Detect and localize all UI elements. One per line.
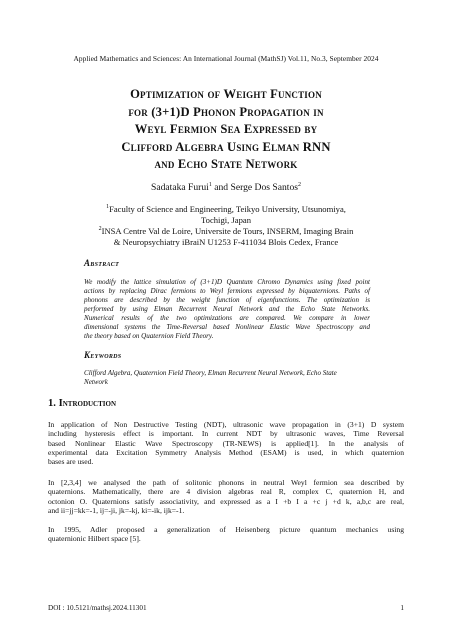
- paragraph-line: experimental data Excitation Symmetry Analysis Method (ESAM) is used, in which quaternion: [48, 447, 404, 457]
- section-heading-introduction: 1. Introduction: [48, 398, 116, 409]
- affiliation-marker: 2: [298, 181, 301, 188]
- paragraph-line: quaternions. Mathematically, there are 4 division algebras real R, complex C, quaternion H, and: [48, 487, 404, 497]
- abstract-line: dimensional systems the Time-Reversal based Nonlinear Elastic Wave Spectroscopy and: [84, 323, 370, 332]
- keywords-line: Clifford Algebra, Quaternion Field Theory, Elman Recurrent Neural Network, Echo State: [84, 369, 337, 377]
- paragraph-line: bases are used.: [48, 457, 94, 467]
- title-line: for (3+1)D Phonon Propagation in: [128, 104, 324, 119]
- abstract-body: [84, 278, 370, 341]
- title-line: Clifford Algebra Using Elman RNN: [121, 139, 331, 154]
- affiliation-line: Faculty of Science and Engineering, Teikyo University, Utsunomiya,: [109, 204, 346, 214]
- paragraph-line: including hysteresis effect is important. In current NDT by ultrasonic waves, Time Reversal: [48, 429, 404, 439]
- paragraph-line: quaternionic Hilbert space [5].: [48, 534, 141, 544]
- affiliation-marker: 2: [98, 226, 102, 233]
- paragraph-line: and ii=jj=kk=-1, ij=-ji, jk=-kj, ki=-ik, ijk=-1.: [48, 505, 185, 515]
- abstract-line: actions by replacing Dirac fermions to Weyl fermions expressed by biquaternions. Paths of: [84, 287, 370, 296]
- intro-paragraph-3: [48, 525, 404, 544]
- abstract-heading: Abstract: [84, 258, 120, 268]
- affiliation-line: INSA Centre Val de Loire, Universite de Tours, INSERM, Imaging Brain: [101, 226, 354, 236]
- affiliation-marker: 1: [106, 204, 110, 211]
- page-number: 1: [400, 604, 404, 612]
- abstract-line: We modify the lattice simulation of (3+1)D Quantum Chromo Dynamics using fixed point: [84, 278, 370, 286]
- affiliation-line: & Neuropsychiatry iBraiN U1253 F-411034 Blois Cedex, France: [113, 236, 339, 247]
- running-header: Applied Mathematics and Sciences: An International Journal (MathSJ) Vol.11, No.3, September 2024: [73, 54, 379, 63]
- title-line: Optimization of Weight Function: [130, 87, 322, 101]
- title-line: Weyl Fermion Sea Expressed by: [134, 122, 318, 137]
- intro-paragraph-1: [48, 420, 404, 466]
- author-name: Sadataka Furui: [151, 182, 209, 193]
- intro-paragraph-2: [48, 478, 404, 515]
- abstract-line: the theory based on Quaternion Field Theory.: [84, 332, 214, 341]
- paragraph-line: octonion O. Quaternions satisfy associativity, and expressed as a I +b I a +c j +d k, a,b,c are real,: [48, 496, 404, 506]
- keywords-line: Network: [84, 378, 108, 387]
- paper-title: [60, 86, 392, 174]
- keywords-heading: Keywords: [84, 350, 122, 360]
- author-name: Serge Dos Santos: [230, 182, 298, 193]
- abstract-line: Numerical results of the two optimizations are compared. We compare in lower: [84, 314, 370, 323]
- author-list: [0, 182, 452, 193]
- affiliation-1: [60, 204, 392, 225]
- paragraph-line: based Nonlinear Elastic Wave Spectroscopy (TR-NEWS) is applied[1]. In the analysis of: [48, 438, 404, 448]
- footer-doi: DOI : 10.5121/mathsj.2024.11301: [48, 604, 147, 612]
- paragraph-line: In application of Non Destructive Testing (NDT), ultrasonic wave propagation in (3+1) D system: [48, 420, 404, 429]
- abstract-line: performed by using Elman Recurrent Neural Network and the Echo State Networks.: [84, 305, 370, 314]
- abstract-line: phonons are described by the weight function of eigenfunctions. The optimization is: [84, 296, 370, 305]
- affiliation-2: [60, 226, 392, 247]
- paragraph-line: In 1995, Adler proposed a generalization of Heisenberg picture quantum mechanics using: [48, 525, 404, 534]
- paragraph-line: In [2,3,4] we analysed the path of solitonic phonons in neutral Weyl fermion sea described by: [48, 478, 404, 487]
- author-conjunction: and: [211, 182, 231, 193]
- keywords-body: [84, 369, 370, 387]
- affiliation-marker: 1: [208, 181, 212, 188]
- affiliation-line: Tochigi, Japan: [201, 214, 251, 225]
- title-line: and Echo State Network: [154, 157, 298, 172]
